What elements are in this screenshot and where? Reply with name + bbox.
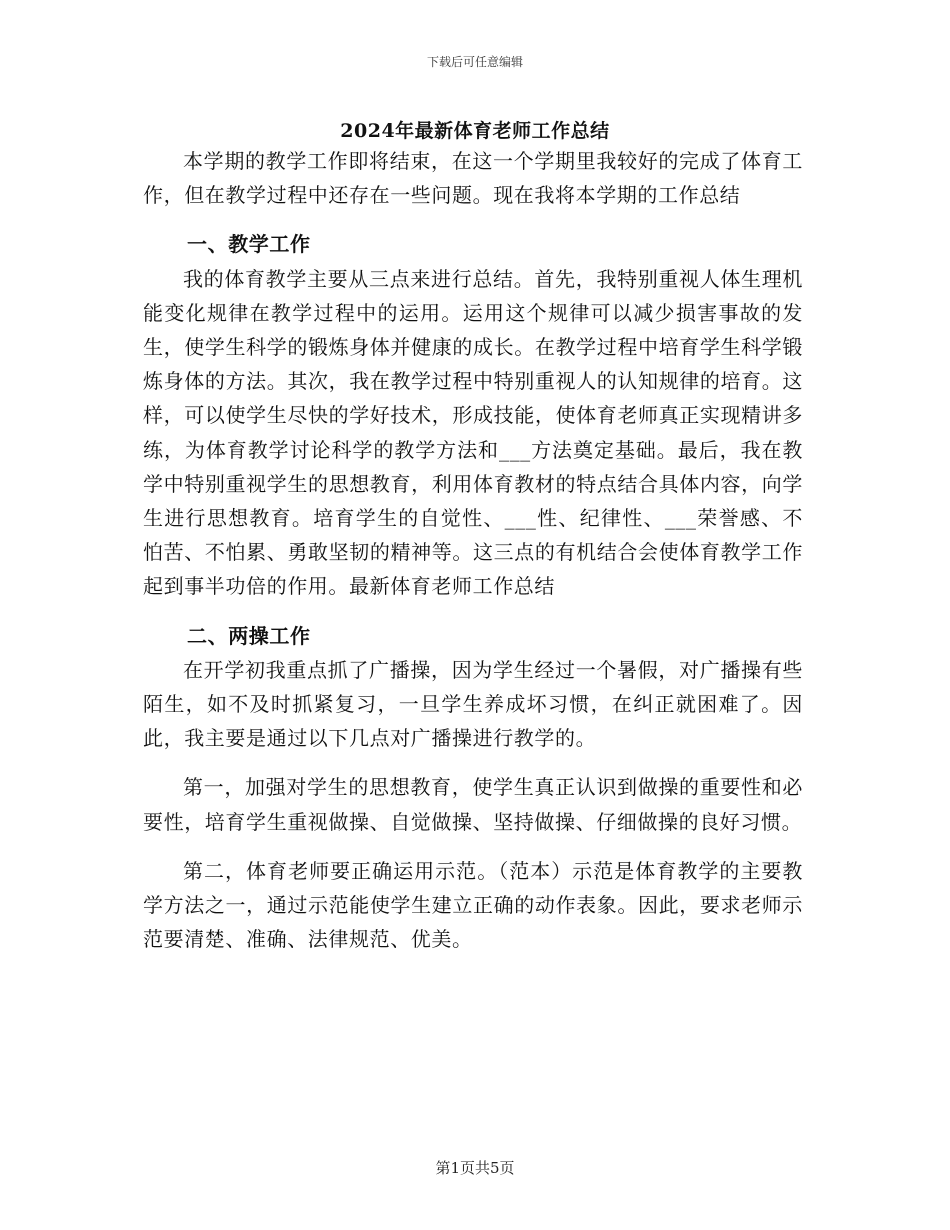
teaching-paragraph: 我的体育教学主要从三点来进行总结。首先，我特别重视人体生理机能变化规律在教学过程中的运用。运用这个规律可以减少损害事故的发生，使学生科学的锻炼身体并健康的成长。在教学过程中培育学生科学锻炼身体的方法。其次，我在教学过程中特别重视人的认知规律的培育。这样，可以使学生尽快的学好技术，形成技能，使体育老师真正实现精讲多练，为体育教学讨论科学的教学方法和___方法奠定基础。最后，我在教学中特别重视学生的思想教育，利用体育教材的特点结合具体内容，向学生进行思想教育。培育学生的自觉性、___性、纪律性、___荣誉感、不怕苦、不怕累、勇敢坚韧的精神等。这三点的有机结合会使体育教学工作起到事半功倍的作用。最新体育老师工作总结 <box>143 266 803 599</box>
exercises-paragraph: 在开学初我重点抓了广播操，因为学生经过一个暑假，对广播操有些陌生，如不及时抓紧复习，一旦学生养成坏习惯，在纠正就困难了。因此，我主要是通过以下几点对广播操进行教学的。 <box>143 657 803 751</box>
document-title: 2024年最新体育老师工作总结 <box>340 120 610 142</box>
point-one-paragraph: 第一，加强对学生的思想教育，使学生真正认识到做操的重要性和必要性，培育学生重视做操、自觉做操、坚持做操、仔细做操的良好习惯。 <box>143 775 803 834</box>
page-number: 第1页共5页 <box>435 1159 515 1177</box>
section-heading-teaching: 一、教学工作 <box>187 232 311 257</box>
point-two-paragraph: 第二，体育老师要正确运用示范。（范本）示范是体育教学的主要教学方法之一，通过示范能使学生建立正确的动作表象。因此，要求老师示范要清楚、准确、法律规范、优美。 <box>143 858 803 952</box>
intro-paragraph: 本学期的教学工作即将结束，在这一个学期里我较好的完成了体育工作，但在教学过程中还存在一些问题。现在我将本学期的工作总结 <box>143 149 803 208</box>
page-header-note: 下载后可任意编辑 <box>426 55 523 69</box>
document-body <box>143 144 803 956</box>
section-heading-exercises: 二、两操工作 <box>187 623 311 648</box>
